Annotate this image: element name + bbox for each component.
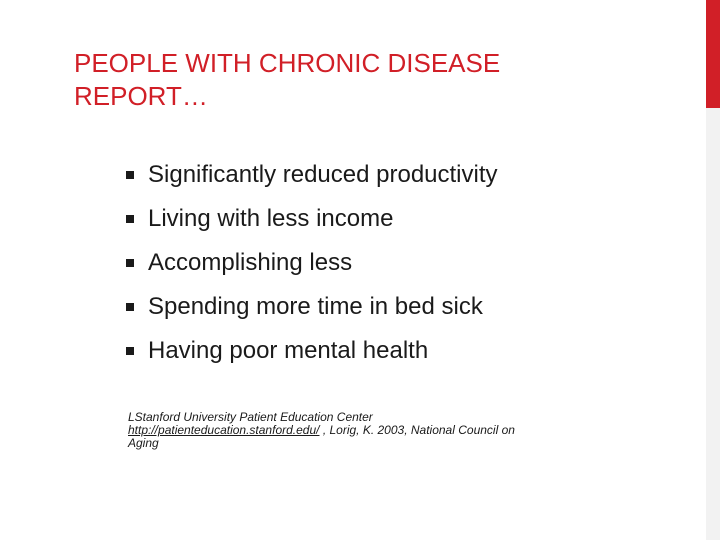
citation-link[interactable]: http://patienteducation.stanford.edu/ — [128, 423, 320, 437]
bullet-text: Significantly reduced productivity — [148, 161, 498, 188]
bullet-item — [126, 153, 498, 197]
square-bullet-icon — [126, 215, 134, 223]
square-bullet-icon — [126, 303, 134, 311]
citation-after-link: , Lorig, K. 2003, National Council on — [319, 423, 515, 437]
citation — [128, 411, 598, 450]
square-bullet-icon — [126, 259, 134, 267]
square-bullet-icon — [126, 347, 134, 355]
citation-line1: LStanford University Patient Education Center — [128, 410, 373, 424]
bullet-item — [126, 197, 498, 241]
bullet-list — [126, 153, 498, 373]
bullet-item — [126, 329, 498, 373]
bullet-item — [126, 241, 498, 285]
side-accent-bar-red — [706, 0, 720, 108]
slide-title-line1: PEOPLE WITH CHRONIC DISEASE — [74, 48, 501, 78]
bullet-text: Spending more time in bed sick — [148, 293, 483, 320]
slide-title-line2: REPORT… — [74, 81, 208, 111]
bullet-item — [126, 285, 498, 329]
citation-line3: Aging — [128, 436, 159, 450]
slide-title — [74, 47, 634, 113]
bullet-text: Having poor mental health — [148, 337, 429, 364]
bullet-text: Living with less income — [148, 205, 394, 232]
square-bullet-icon — [126, 171, 134, 179]
bullet-text: Accomplishing less — [148, 249, 353, 276]
